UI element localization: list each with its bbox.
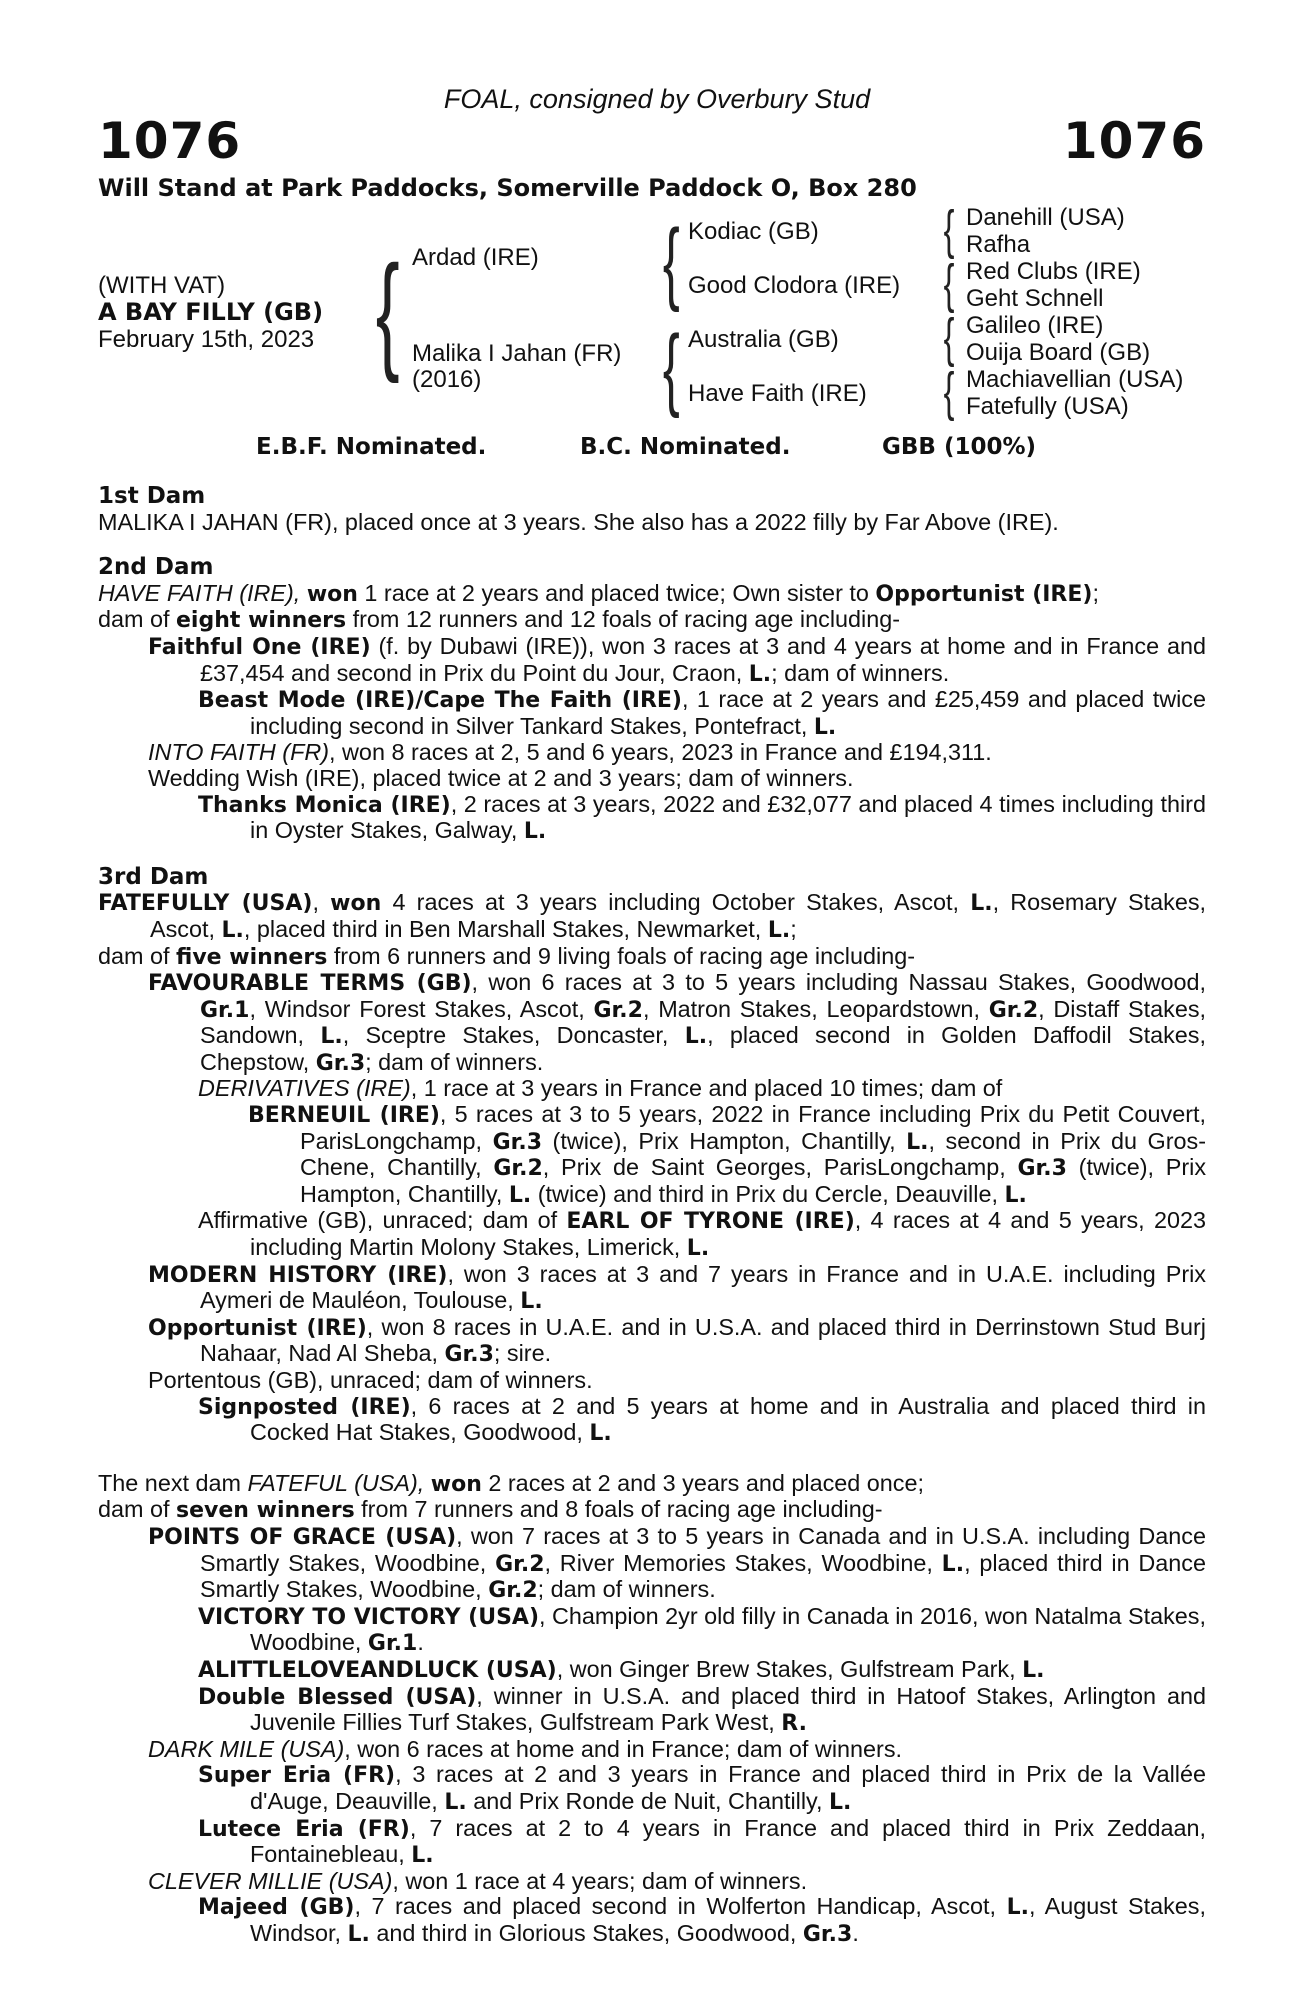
brace-g34: { [943, 254, 955, 314]
consignor-line: FOAL, consigned by Overbury Stud [443, 84, 871, 114]
gg-1: Danehill (USA) [966, 204, 1125, 231]
first-dam-heading: 1st Dam [98, 483, 206, 509]
produce-affirmative: Affirmative (GB), unraced; dam of EARL OF TYRONE (IRE), 4 races at 4 and 5 years, 2023 including Martin Molony Stakes, Limerick, L. [198, 1207, 1206, 1262]
produce-majeed: Majeed (GB), 7 races and placed second in Wolferton Handicap, Ascot, L., August Stakes, Windsor, L. and third in Glorious Stakes, Goodwood, Gr.3. [198, 1893, 1207, 1947]
brace-g78: { [943, 362, 955, 422]
dam-sire: Australia (GB) [688, 326, 839, 353]
produce-into-faith: INTO FAITH (FR), won 8 races at 2, 5 and 6 years, 2023 in France and £194,311. [148, 739, 992, 766]
produce-double-blessed: Double Blessed (USA), winner in U.S.A. and placed third in Hatoof Stakes, Arlington and Juvenile Fillies Turf Stakes, Gulfstream Park West, R. [198, 1682, 1206, 1737]
gg-2: Rafha [966, 231, 1031, 258]
produce-victory-to-victory: VICTORY TO VICTORY (USA), Champion 2yr old filly in Canada in 2016, won Natalma Stakes, Woodbine, Gr.1. [198, 1602, 1206, 1657]
bc-nomination: B.C. Nominated. [580, 434, 791, 460]
gg-6: Ouija Board (GB) [966, 339, 1151, 366]
produce-portentous: Portentous (GB), unraced; dam of winners. [148, 1367, 593, 1393]
produce-thanks-monica: Thanks Monica (IRE), 2 races at 3 years, 2022 and £32,077 and placed 4 times including third in Oyster Stakes, Galway, L. [198, 790, 1206, 845]
second-dam-produce: dam of eight winners from 12 runners and 12 foals of racing age including- [98, 606, 901, 634]
produce-lutece-eria: Lutece Eria (FR), 7 races at 2 to 4 years in France and placed third in Prix Zeddaan, Fontainebleau, L. [198, 1814, 1206, 1869]
stand-location: Will Stand at Park Paddocks, Somerville Paddock O, Box 280 [98, 174, 917, 202]
third-dam-heading: 3rd Dam [98, 863, 209, 890]
sire-sire: Kodiac (GB) [688, 218, 819, 245]
produce-beast-mode: Beast Mode (IRE)/Cape The Faith (IRE), 1 race at 2 years and £25,459 and placed twice including second in Silver Tankard Stakes, Pontefract, L. [198, 686, 1206, 740]
produce-dark-mile: DARK MILE (USA), won 6 races at home and in France; dam of winners. [148, 1735, 903, 1762]
family-details [98, 484, 1206, 1947]
produce-points-of-grace: POINTS OF GRACE (USA), won 7 races at 3 to 5 years in Canada and in U.S.A. including Dance Smartly Stakes, Woodbine, Gr.2, River Memories Stakes, Woodbine, L., placed third in Dance Smartly Stakes, Woodbine, Gr.2; dam of winners. [148, 1522, 1206, 1604]
produce-faithful-one: Faithful One (IRE) (f. by Dubawi (IRE)), won 3 races at 3 and 4 years at home and in France and £37,454 and second in Prix du Point du Jour, Craon, L.; dam of winners. [148, 632, 1206, 687]
brace-g56: { [943, 308, 955, 368]
gg-5: Galileo (IRE) [966, 312, 1104, 339]
dam-dam: Have Faith (IRE) [688, 380, 867, 407]
dam: Malika I Jahan (FR) [412, 340, 622, 367]
gbb-status: GBB (100%) [882, 434, 1037, 460]
dam-year: (2016) [412, 366, 482, 393]
produce-derivatives: DERIVATIVES (IRE), 1 race at 3 years in France and placed 10 times; dam of [198, 1075, 1003, 1102]
next-dam-produce: dam of seven winners from 7 runners and 8 foals of racing age including- [98, 1496, 883, 1524]
second-dam-line: HAVE FAITH (IRE), won 1 race at 2 years and placed twice; Own sister to Opportunist (IRE); [98, 579, 1099, 607]
gg-4: Geht Schnell [966, 285, 1104, 312]
ebf-nomination: E.B.F. Nominated. [256, 434, 487, 460]
third-dam-produce: dam of five winners from 6 runners and 9 living foals of racing age including- [98, 942, 916, 970]
foaling-date: February 15th, 2023 [98, 326, 315, 353]
second-dam-heading: 2nd Dam [98, 554, 214, 581]
produce-wedding-wish: Wedding Wish (IRE), placed twice at 2 and 3 years; dam of winners. [148, 764, 854, 791]
gg-7: Machiavellian (USA) [966, 366, 1184, 393]
produce-modern-history: MODERN HISTORY (IRE), won 3 races at 3 and 7 years in France and in U.A.E. including Prix Aymeri de Mauléon, Toulouse, L. [148, 1260, 1206, 1315]
first-dam-text: MALIKA I JAHAN (FR), placed once at 3 years. She also has a 2022 filly by Far Above (IRE). [98, 508, 1059, 535]
horse-name: A BAY FILLY (GB) [98, 298, 324, 326]
produce-signposted: Signposted (IRE), 6 races at 2 and 5 years at home and in Australia and placed third in Cocked Hat Stakes, Goodwood, L. [198, 1392, 1206, 1447]
produce-opportunist: Opportunist (IRE), won 8 races in U.A.E. and in U.S.A. and placed third in Derrinstown Stud Burj Nahaar, Nad Al Sheba, Gr.3; sire. [148, 1313, 1206, 1368]
gg-3: Red Clubs (IRE) [966, 258, 1141, 285]
lot-number-left: 1076 [98, 112, 242, 170]
section-gap [98, 1447, 1206, 1471]
brace-g12: { [943, 200, 955, 260]
sire: Ardad (IRE) [412, 244, 539, 271]
next-dam-line: The next dam FATEFUL (USA), won 2 races at 2 and 3 years and placed once; [98, 1469, 925, 1497]
sire-dam: Good Clodora (IRE) [688, 272, 901, 299]
brace-sire: { [662, 211, 680, 313]
lot-number-right: 1076 [1062, 112, 1206, 170]
third-dam-line: FATEFULLY (USA), won 4 races at 3 years including October Stakes, Ascot, L., Rosemary Stakes, Ascot, L., placed third in Ben Marshall Stakes, Newmarket, L.; [98, 889, 1207, 943]
produce-alittleloveandluck: ALITTLELOVEANDLUCK (USA), won Ginger Brew Stakes, Gulfstream Park, L. [198, 1655, 1045, 1683]
brace-dam: { [662, 317, 680, 419]
produce-berneuil: BERNEUIL (IRE), 5 races at 3 to 5 years, 2022 in France including Prix du Petit Couvert, ParisLongchamp, Gr.3 (twice), Prix Hampton, Chantilly, L., second in Prix du Gros-Chene, Chantilly, Gr.2, Prix de Saint Georges, ParisLongchamp, Gr.3 (twice), Prix Hampton, Chantilly, L. (twice) and third in Prix du Cercle, Deauville, L. [248, 1101, 1207, 1208]
gg-8: Fatefully (USA) [966, 393, 1129, 420]
produce-super-eria: Super Eria (FR), 3 races at 2 and 3 years in France and placed third in Prix de la Vallée d'Auge, Deauville, L. and Prix Ronde de Nuit, Chantilly, L. [198, 1761, 1207, 1815]
vat-note: (WITH VAT) [98, 272, 226, 299]
produce-favourable-terms: FAVOURABLE TERMS (GB), won 6 races at 3 to 5 years including Nassau Stakes, Goodwood, Gr.1, Windsor Forest Stakes, Ascot, Gr.2, Matron Stakes, Leopardstown, Gr.2, Distaff Stakes, Sandown, L., Sceptre Stakes, Doncaster, L., placed second in Golden Daffodil Stakes, Chepstow, Gr.3; dam of winners. [148, 969, 1207, 1076]
produce-clever-millie: CLEVER MILLIE (USA), won 1 race at 4 years; dam of winners. [148, 1867, 808, 1894]
brace-foal: { [375, 238, 400, 384]
